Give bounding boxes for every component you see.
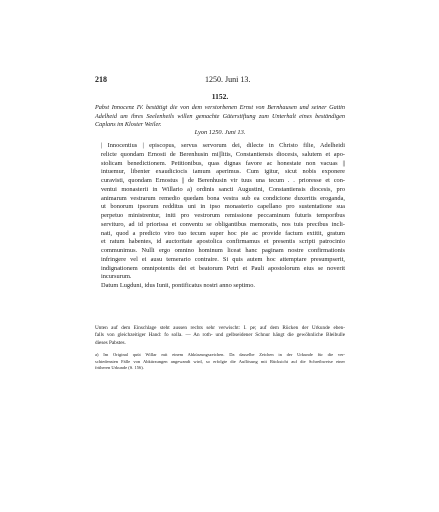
text-line: et ratum habentes, id auctoritate apostolica confirmamus et presentis scripti patrocinio — [101, 238, 345, 246]
editorial-note — [95, 325, 345, 347]
footnote-line: früheren Urkunde (S. 156). — [95, 365, 144, 371]
text-line: | Innocentius | episcopus, servus servorum dei, dilecte in Christo filie, Adelheidi — [101, 142, 345, 149]
text-line: intuemur, libenter exaudiciocis iamum aperimus. Cum igitur, sicut nobis exponere — [101, 168, 345, 176]
text-line: nati, quod a predicto viro tuo tecum super hoc pie ac provide factum extitit, gratum — [101, 229, 345, 237]
text-line: incursurum. — [101, 273, 132, 281]
document-number: 1152. — [211, 92, 229, 101]
text-line: perpetuo ministrentur, initi pro vestrorum remissione peccaminum futuris temporibus — [101, 212, 345, 219]
closing-paragraph — [95, 282, 345, 291]
page-number: 218 — [95, 75, 107, 84]
running-head: 1250. Juni 13. — [205, 75, 251, 84]
footnote — [95, 352, 345, 372]
text-line: ut bonorum ipsorum redditus uni in ipso monasterio capellano pro sustentatione sua — [101, 203, 345, 211]
text-line: stolicam benedictionem. Petitionibus, quas dignas favore ac honestate non vacuas || — [101, 159, 345, 167]
note-line: Unten auf dem Einschlage steht aussen rechts sehr verwischt: I. pe; auf dem Rücken der Urkunde eben- — [95, 325, 345, 331]
text-line: indignationem omnipotentis dei et beatorum Petri et Pauli apostolorum eius se noverit — [101, 264, 345, 272]
charter-paragraph — [95, 142, 345, 282]
note-line: falls von gleichzeitiger Hand: fo solla. — An roth- und gelbseidener Schnur hängt die gewöhnliche Bleibulle — [95, 332, 345, 339]
text-line: infringere vel ei ausu temerario contraire. Si quis autem hoc attemptare presumpserit, — [101, 255, 345, 263]
text-line: ventui monasterii in Willario a) ordinis sancti Augustini, Constantiensis diocesis, pro — [101, 185, 345, 193]
text-line: serviturо, ad id priorissa et conventu se obligantibus memoratis, nos tuis precibus incli- — [101, 220, 345, 228]
charter-text — [95, 142, 345, 291]
dateline: Lyon 1250. Juni 13. — [194, 129, 246, 136]
text-line: communimus. Nulli ergo omnino hominum liceat hanc paginam nostre confirmationis — [101, 247, 345, 254]
text-line: curavisti, quondam Ernostus || de Berenhusin vir tuus una tecum . . prioresse et con- — [101, 177, 345, 184]
footnote-line: a) Im Original quüt Willar mit einem Abkürzungszeichen. Da dasselbe Zeichen in der Urkunde für die ver- — [95, 352, 345, 357]
text-line: relicte quondam Ernosti de Berenhusin mi||litis, Constantiensis diocesis, salutem et apo- — [101, 150, 345, 158]
closing-line: Datum Lugduni, idus Iunii, pontificatus nostri anno septimo. — [101, 282, 255, 289]
note-line: dieses Pabstes. — [95, 339, 126, 346]
regest-summary: Pabst Innocenz IV. bestätigt die von dem verstorbenen Ernst von Bernhausen und seiner Gattin Adelheid um ihres Seelenheils willen gemachte Güterstiftung zum Unterhalt eines beständigen Caplans im Kloster Weiler. — [95, 104, 345, 128]
footnote-line: schiedensten Fälle von Abkürzungen angewandt wird, so erfolgte die Auflösung mit Rücksicht auf die Schreibweise einer — [95, 358, 345, 364]
page-header — [95, 74, 345, 86]
text-line: animarum vestrarum remedio quedam bona vestra sub ea condicione duxeritis eroganda, — [101, 194, 345, 202]
